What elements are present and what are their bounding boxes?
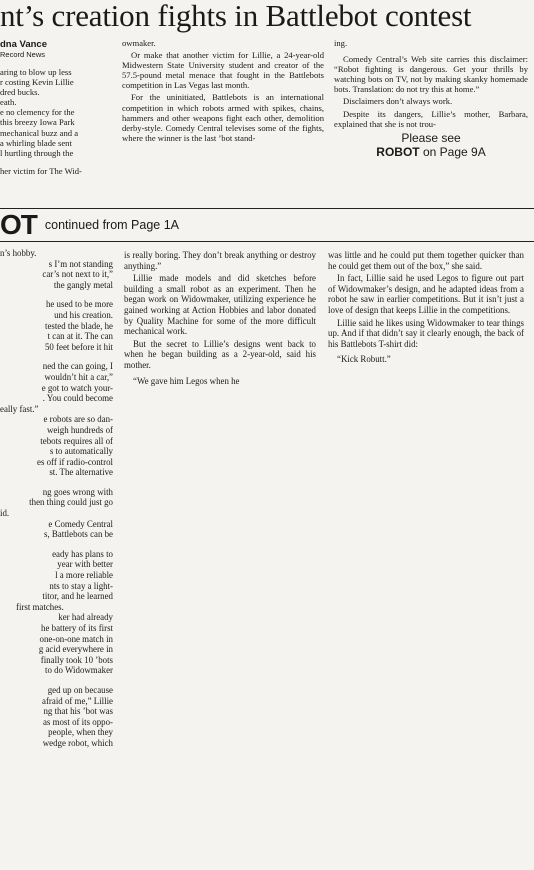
text-line: r costing Kevin Lillie [0,77,74,88]
text-line: t can at it. The can [47,331,113,342]
paragraph: Disclaimers don’t always work. [343,96,453,107]
top-column-1 [0,67,112,207]
byline-name: dna Vance [0,39,47,50]
text-line: first matches. [16,601,64,612]
text-line: e got to watch your- [41,382,113,393]
text-line: as most of its oppo- [42,716,113,727]
text-line: s I’m not standing [48,258,113,269]
section-divider [0,208,534,209]
jump-ref-page: on Page 9A [422,144,486,159]
text-line: year with better [57,559,113,570]
paragraph: Or make that another victim for Lillie, a 24-year-old Midwestern State University student and creator of the 57.5-pound metal menace that fought in the Battlebots competition in Las Vegas last month. [122,50,324,91]
text-line: eath. [0,97,17,108]
text-line: s, Battlebots can be [43,529,113,540]
text-line: people, when they [48,727,113,738]
text-line: this breezy Iowa Park [0,117,75,128]
text-line: then thing could just go [29,497,113,508]
byline-source: Record News [0,50,46,59]
headline: nt’s creation fights in Battlebot contest [0,0,472,33]
text-line: und his creation. [54,309,113,320]
paragraph: ing. [334,38,348,48]
paragraph: But the secret to Lillie’s designs went back to when he began building as a 2-year-old, said his mother. [124,338,316,370]
text-line: her victim for The Wid- [0,165,82,176]
text-line: wedge robot, which [42,737,113,748]
jump-line [334,131,528,159]
bottom-column-3 [328,250,524,367]
paragraph: In fact, Lillie said he used Legos to figure out part of Widowmaker’s design, and he adapted ideas from a robot he saw in earlier competitions. But it isn’t just a love of design that keeps Lillie in the competitions. [328,273,524,315]
paragraph: “We gave him Legos when he [133,375,240,386]
bottom-column-2 [124,250,316,388]
text-line: id. [0,508,10,519]
text-line: titor, and he learned [42,591,113,602]
top-column-3 [334,38,528,159]
paragraph: is really boring. They don’t break anything or destroy anything.” [124,250,316,271]
text-line: he used to be more [45,299,113,310]
text-line: car’s not next to it,” [42,269,113,280]
text-line: mechanical buzz and a [0,127,79,138]
text-line: a whirling blade sent [0,137,72,148]
text-line: e robots are so dan- [43,414,113,425]
text-line: st. The alternative [49,467,113,478]
text-line: to do Widowmaker [44,665,113,676]
text-line: . You could become [42,393,113,404]
text-line: tested the blade, he [44,320,113,331]
text-line: wouldn’t hit a car,” [44,371,113,382]
text-line: ker had already [58,612,113,623]
text-line: weigh hundreds of [46,424,113,435]
paragraph: Lillie made models and did sketches before building a small robot as an experiment. Then he began work on Widowmaker, utilizing experience he gained working at Action Hobbies and labor donated by Quality Machine for some of the more difficult mechanical work. [124,273,316,337]
text-line: ned the can going, I [42,361,113,372]
text-line: ng goes wrong with [42,486,113,497]
paragraph: For the uninitiated, Battlebots is an international competition in which robots armed with spikes, chains, hammers and other weapons fight each other, demolition derby-style. Comedy Central televises some of the fights, where the winner is the last ’bot stand- [122,92,324,143]
text-line: ged up on because [47,684,113,695]
text-line: eally fast.” [0,403,39,414]
paragraph: “Kick Robutt.” [337,354,391,365]
text-line: es off if radio-control [37,456,113,467]
text-line: eady has plans to [52,548,113,559]
text-line: aring to blow up less [0,67,72,77]
paragraph: Despite its dangers, Lillie’s mother, Barbara, explained that she is not trou- [334,108,528,129]
text-line: e Comedy Central [48,518,113,529]
section-divider [0,241,534,242]
text-line: dred bucks. [0,87,40,98]
text-line: 50 feet before it hit [44,341,113,352]
continuation-header [0,210,179,240]
continuation-tag: OT [0,209,37,240]
text-line: tebots requires all of [40,435,113,446]
top-column-2 [122,38,324,206]
text-line: the gangly metal [53,279,113,290]
paragraph: was little and he could put them together quicker than he could get them out of the box,” she said. [328,250,524,271]
please-see-label: Please see [401,130,461,145]
text-line: l hurtling through the [0,147,74,158]
paragraph: Comedy Central’s Web site carries this disclaimer: “Robot fighting is dangerous. Get your thrills by watching bots on TV, not by making skanky homemade bots. Translation: do not try this at home.” [334,54,528,95]
bottom-column-1 [0,248,113,868]
text-line: g acid everywhere in [38,644,113,655]
paragraph: owmaker. [122,38,156,48]
jump-ref-bold: ROBOT [376,144,420,159]
text-line: e no clemency for the [0,107,75,118]
text-line: one-on-one match in [39,633,113,644]
paragraph: Lillie said he likes using Widowmaker to tear things up. And if that didn’t say it clearly enough, the back of his Battlebots T-shirt did: [328,317,524,349]
text-line: finally took 10 ’bots [40,654,113,665]
text-line: l a more reliable [55,570,113,581]
text-line: nts to stay a light- [49,580,113,591]
text-line: he battery of its first [41,623,113,633]
text-line: s to automatically [49,446,113,457]
text-line: ng that his ’bot was [43,706,113,717]
continuation-text: continued from Page 1A [44,218,180,232]
text-line: afraid of me,” Lillie [42,695,113,706]
text-line: n’s hobby. [0,248,37,258]
